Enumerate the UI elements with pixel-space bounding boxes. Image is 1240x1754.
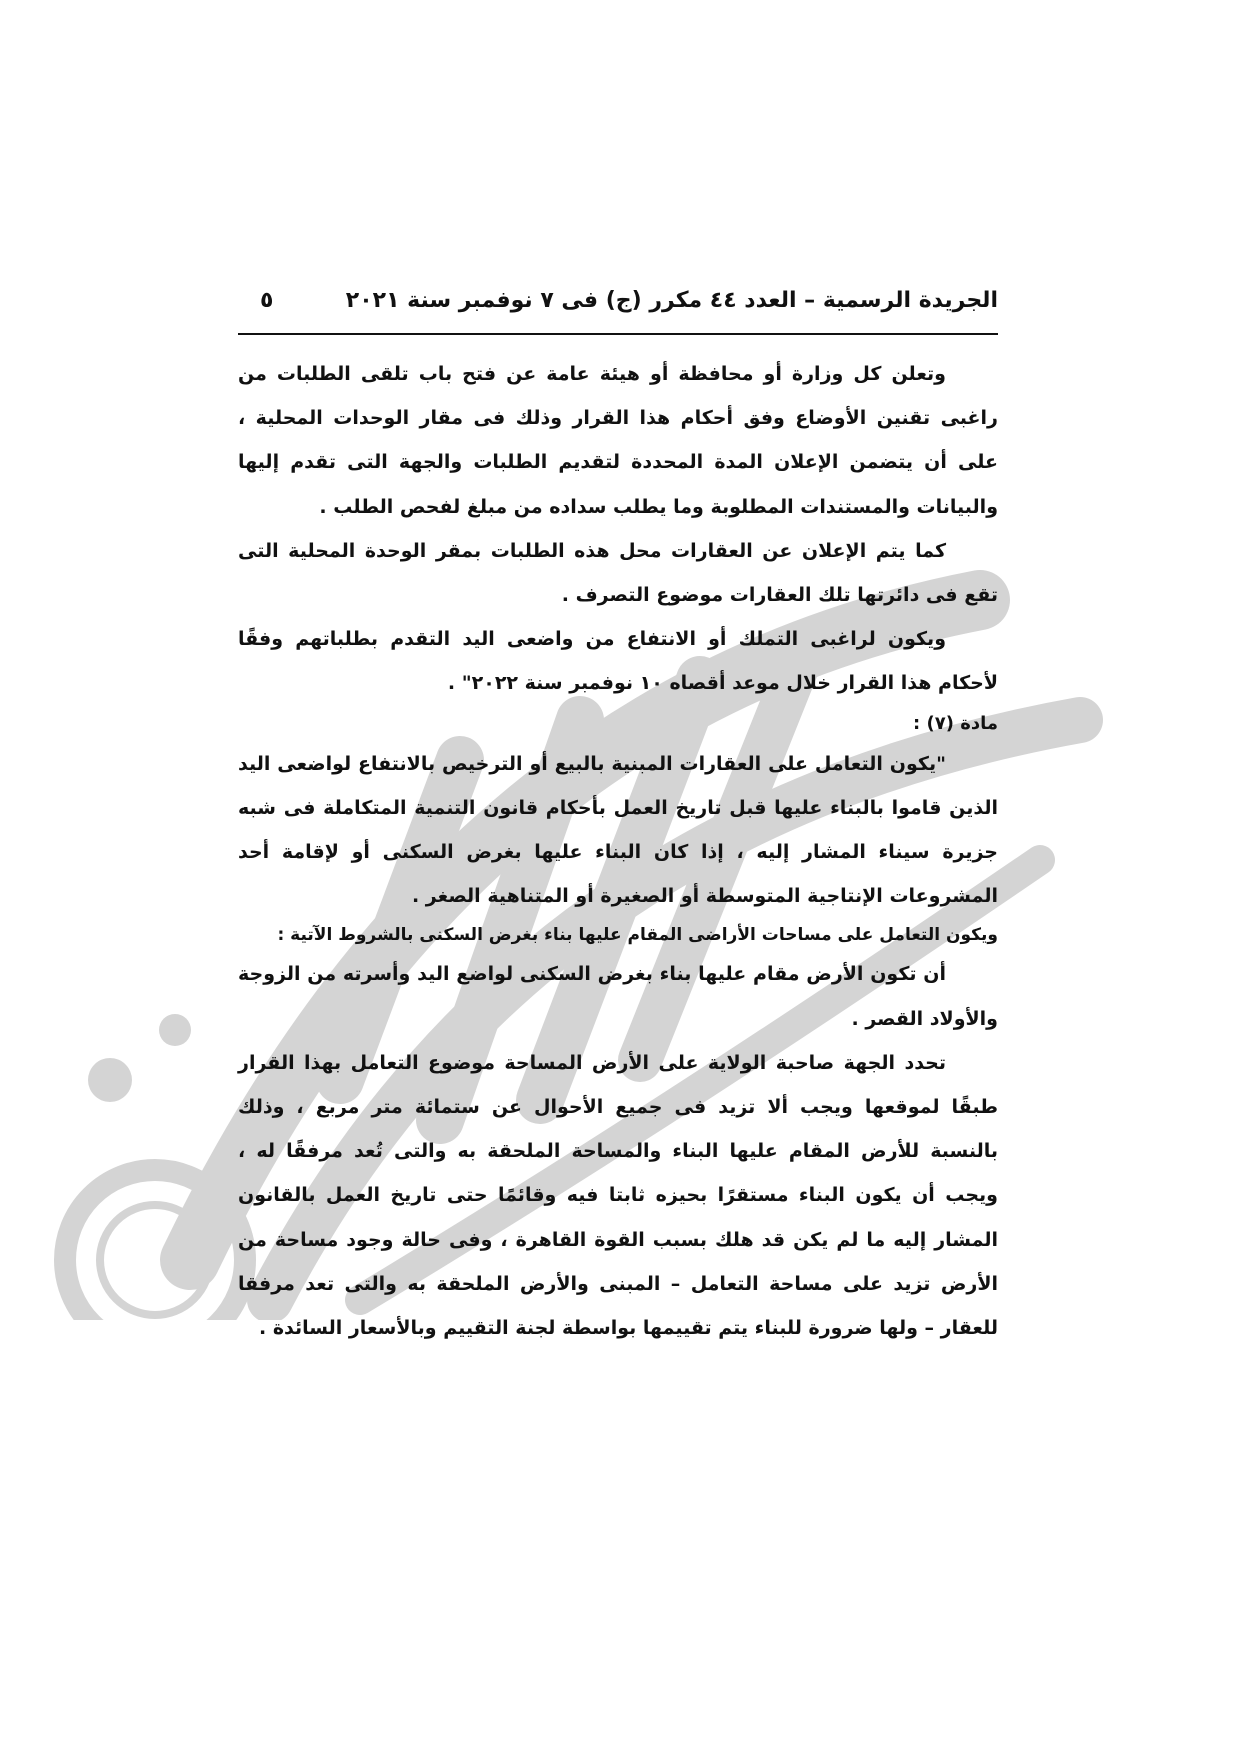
paragraph-conditions-heading: ويكون التعامل على مساحات الأراضى المقام عليها بناء بغرض السكنى بالشروط الآتية : bbox=[277, 925, 998, 946]
header-divider bbox=[238, 333, 998, 335]
paragraph-property-notice: كما يتم الإعلان عن العقارات محل هذه الطلبات بمقر الوحدة المحلية التى تقع فى دائرتها تلك العقارات موضوع التصرف . bbox=[238, 539, 998, 607]
article-heading: مادة (٧) : bbox=[913, 712, 998, 734]
document-body bbox=[238, 352, 998, 1350]
paragraph-article-7-intro: "يكون التعامل على العقارات المبنية بالبيع أو الترخيص بالانتفاع لواضعى اليد الذين قاموا بالبناء عليها قبل تاريخ العمل بأحكام قانون التنمية المتكاملة فى شبه جزيرة سيناء المشار إليه ، إذا كان البناء عليها بغرض السكنى أو لإقامة أحد المشروعات الإنتاجية المتوسطة أو الصغيرة أو المتناهية الصغر . bbox=[238, 752, 998, 908]
paragraph-application-deadline: ويكون لراغبى التملك أو الانتفاع من واضعى اليد التقدم بطلباتهم وفقًا لأحكام هذا القرار خلال موعد أقصاه ١٠ نوفمبر سنة ٢٠٢٢" . bbox=[238, 628, 998, 695]
paragraph-condition-area: تحدد الجهة صاحبة الولاية على الأرض المساحة موضوع التعامل بهذا القرار طبقًا لموقعها ويجب ألا تزيد فى جميع الأحوال عن ستمائة متر مربع ، وذلك بالنسبة للأرض المقام عليها البناء والمساحة الملحقة به والتى تُعد مرفقًا له ، ويجب أن يكون البناء مستقرًا بحيزه ثابتا فيه وقائمًا حتى تاريخ العمل بالقانون المشار إليه ما لم يكن قد هلك بسبب القوة القاهرة ، وفى حالة وجود مساحة من الأرض تزيد على مساحة التعامل – المبنى والأرض الملحقة به والتى تعد مرفقا للعقار – ولها ضرورة للبناء يتم تقييمها بواسطة لجنة التقييم وبالأسعار السائدة . bbox=[238, 1051, 998, 1340]
page-header bbox=[238, 280, 998, 332]
paragraph-announcement: وتعلن كل وزارة أو محافظة أو هيئة عامة عن فتح باب تلقى الطلبات من راغبى تقنين الأوضاع وفق أحكام هذا القرار وذلك فى مقار الوحدات المحلية ، على أن يتضمن الإعلان المدة المحددة لتقديم الطلبات والجهة التى تقدم إليها والبيانات والمستندات المطلوبة وما يطلب سداده من مبلغ لفحص الطلب . bbox=[238, 363, 998, 518]
gazette-title: الجريدة الرسمية – العدد ٤٤ مكرر (ج) فى ٧ نوفمبر سنة ٢٠٢١ bbox=[345, 288, 998, 313]
page-number: ٥ bbox=[260, 288, 274, 313]
paragraph-condition-residence: أن تكون الأرض مقام عليها بناء بغرض السكنى لواضع اليد وأسرته من الزوجة والأولاد القصر . bbox=[238, 963, 998, 1030]
